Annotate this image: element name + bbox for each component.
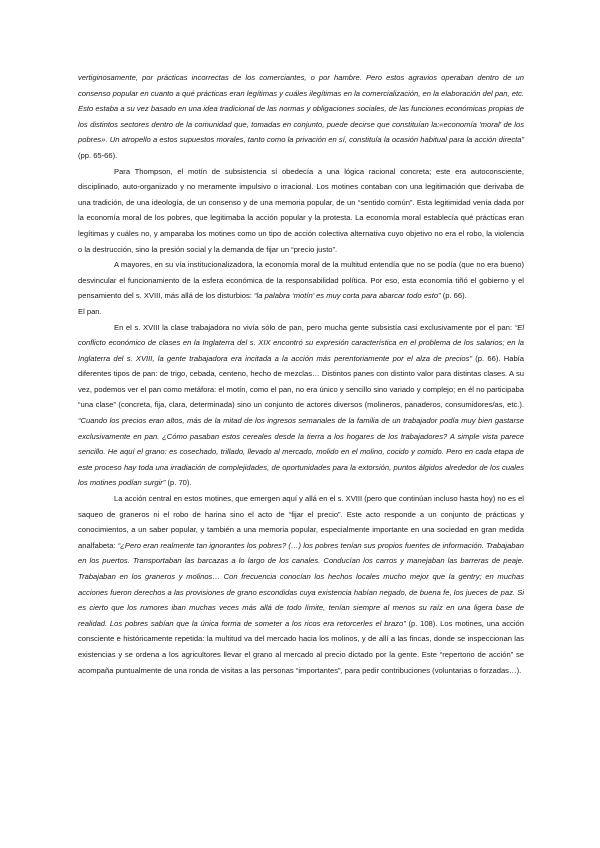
quote-text: “la palabra ‘motín’ es muy corta para abarcar todo esto” xyxy=(254,291,441,301)
document-page xyxy=(78,70,524,678)
body-text: (p. 66). xyxy=(440,291,467,301)
paragraph xyxy=(78,257,524,304)
body-text: (p. 66). Había diferentes tipos de pan: de trigo, cebada, centeno, hecho de mezclas… Distintos panes con distinto valor para distintas clases. A su vez, podemos ver el pan como metáfora: el motín, como el pan, no era único y sencillo sino variado y complejo; en él no participaba “una clase” (concreta, fija, clara, determinada) sino un conjunto de actores diversos (molineros, panaderos, consumidores/as, etc.). xyxy=(78,353,524,410)
quote-text: “Cuando los precios eran altos, más de la mitad de los ingresos semanales de la familia de un trabajador podía muy bien gastarse exclusivamente en pan. ¿Cómo pasaban estos cereales desde la tierra a los hogares de los trabajadores? A simple vista parece sencillo. He aquí el grano: es cosechado, trillado, llevado al mercado, molido en el molino, cocido y comido. Pero en cada etapa de este proceso hay toda una irradiación de complejidades, de oportunidades para la extorsión, puntos álgidos alrededor de los cuales los motines podían surgir” xyxy=(78,416,524,488)
body-text: (pp. 65-66). xyxy=(78,150,118,160)
quote-text: vertiginosamente, por prácticas incorrectas de los comerciantes, o por hambre. Pero estos agravios operaban dentro de un consenso popular en cuanto a qué prácticas eran legítimas y cuáles ilegítimas en la comercialización, en la elaboración del pan, etc. Esto estaba a su vez basado en una idea tradicional de las normas y obligaciones sociales, de las funciones económicas propias de los distintos sectores dentro de la comunidad que, tomadas en conjunto, puede decirse que constituían la:«economía 'moral' de los pobres». Un atropello a estos supuestos morales, tanto como la privación en sí, constituía la ocasión habitual para la acción directa” xyxy=(78,73,524,145)
body-text: (p. 108). Los motines, una acción consciente e históricamente repetida: la multitud va del mercado hacia los molinos, y de allí a las fincas, donde se inspeccionan las existencias y se ordena a los agricultores llevar el grano al mercado al precio dictado por la gente. Este “repertorio de acción” se acompaña puntualmente de una ronda de visitas a las personas “importantes”, para pedir contribuciones (voluntarias o forzadas…). xyxy=(78,618,524,675)
body-text: A mayores, en su vía institucionalizadora, la economía moral de la multitud entendía que no se podía (que no era bueno) desvincular el funcionamiento de la esfera económica de la responsabilidad política. Por eso, esta economía tiñó el gobierno y el pensamiento del s. XVIII, más allá de los disturbios: xyxy=(78,260,524,301)
section-heading xyxy=(78,304,524,320)
paragraph xyxy=(78,70,524,164)
quote-text: “El conflicto económico de clases en la Inglaterra del s. XIX encontró su expresión característica en el problema de los salarios; en la Inglaterra del s. XVIII, la gente trabajadora era incitada a la acción más perentoriamente por el alza de precios” xyxy=(78,322,524,363)
body-text: El pan. xyxy=(78,306,102,316)
body-text: Para Thompson, el motín de subsistencia sí obedecía a una lógica racional concreta; este era autoconsciente, disciplinado, auto-organizado y no meramente impulsivo o irracional. Los motines contaban con una legitimación que derivaba de una tradición, de una ideología, de un consenso y de una memoria popular, de un “sentido común”. Esta legitimidad venía dada por la economía moral de los pobres, que legitimaba la acción popular y la protesta. La economía moral establecía qué prácticas eran legítimas y cuáles no, y amparaba los motines como un tipo de acción colectiva alternativa cuyo objetivo no era el robo, la violencia o la destrucción, sino la presión social y la demanda de fijar un “precio justo”. xyxy=(78,166,524,254)
quote-text: “¿Pero eran realmente tan ignorantes los pobres? (…) los pobres tenían sus propios fuentes de información. Trabajaban en los puertos. Transportaban las barcazas a lo largo de los canales. Conducían los carros y manejaban las barreras de peaje. Trabajaban en los graneros y molinos… Con frecuencia conocían los hechos locales mucho mejor que la gentry; en muchas acciones fueron derechos a las provisiones de grano escondidas cuya existencia habían negado, de buena fe, los jueces de paz. Si es cierto que los rumores iban muchas veces más allá de todo límite, tenían siempre al menos su raíz en una ligera base de realidad. Los pobres sabían que la única forma de someter a los ricos era retorcerles el brazo” xyxy=(78,540,524,628)
paragraph xyxy=(78,491,524,678)
paragraph xyxy=(78,320,524,492)
body-text: La acción central en estos motines, que emergen aquí y allá en el s. XVIII (pero que continúan incluso hasta hoy) no es el saqueo de graneros ni el robo de harina sino el acto de “fijar el precio”. Este acto responde a un conjunto de prácticas y conocimientos, a un saber popular, y también a una memoria popular, especialmente importante en una sociedad en gran medida analfabeta: xyxy=(78,494,524,550)
body-text: En el s. XVIII la clase trabajadora no vivía sólo de pan, pero mucha gente subsistía casi exclusivamente por el pan: xyxy=(114,322,515,332)
paragraph xyxy=(78,164,524,258)
body-text: (p. 70). xyxy=(165,478,192,488)
